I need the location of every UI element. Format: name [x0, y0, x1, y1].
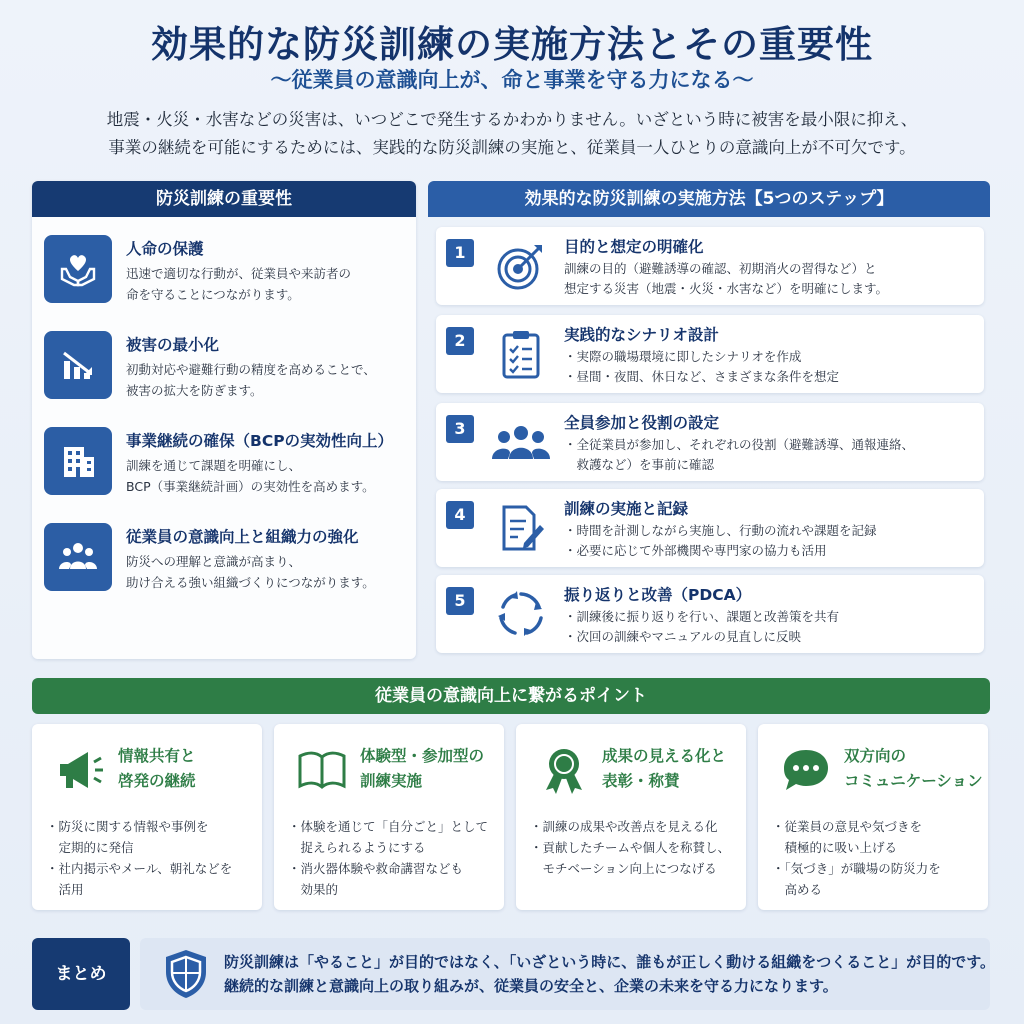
- chart-down-icon: [44, 331, 112, 399]
- summary-box: [140, 938, 996, 1010]
- step-title: 訓練の実施と記録: [564, 500, 689, 518]
- intro-line: 事業の継続を可能にするためには、実践的な防災訓練の実施と、従業員一人ひとりの意識向上が不可欠です。: [108, 138, 916, 157]
- intro-text: [40, 106, 984, 162]
- step-desc: [564, 435, 914, 475]
- cycle-icon: [490, 583, 552, 645]
- steps-heading: 効果的な防災訓練の実施方法【5つのステップ】: [428, 181, 990, 217]
- desc-line: ・体験を通じて「自分ごと」として: [288, 819, 489, 834]
- desc-line: ・次回の訓練やマニュアルの見直しに反映: [564, 629, 802, 644]
- desc-line: ・社内掲示やメール、朝礼などを: [46, 861, 233, 876]
- desc-line: 初動対応や避難行動の精度を高めることで、: [126, 362, 376, 377]
- step-card: [436, 227, 984, 305]
- desc-line: 訓練の目的（避難誘導の確認、初期消火の習得など）と: [564, 261, 877, 276]
- importance-title: 事業継続の確保（BCPの実効性向上）: [126, 432, 394, 450]
- desc-line: 訓練を通じて課題を明確にし、: [126, 458, 302, 473]
- title-line: 情報共有と: [118, 747, 196, 765]
- step-desc: [564, 259, 888, 299]
- desc-line: 想定する災害（地震・火災・水害など）を明確にします。: [564, 281, 889, 296]
- importance-desc: [126, 455, 375, 497]
- chat-icon: [778, 742, 834, 798]
- target-icon: [490, 235, 552, 297]
- points-heading: 従業員の意識向上に繋がるポイント: [32, 678, 990, 714]
- people-icon: [44, 523, 112, 591]
- point-title: [118, 744, 196, 794]
- desc-line: ・時間を計測しながら実施し、行動の流れや課題を記録: [564, 523, 877, 538]
- desc-line: ・昼間・夜間、休日など、さまざまな条件を想定: [564, 369, 840, 384]
- group-icon: [490, 411, 552, 473]
- desc-line: ・防災に関する情報や事例を: [46, 819, 209, 834]
- importance-title: 従業員の意識向上と組織力の強化: [126, 528, 359, 546]
- intro-line: 地震・火災・水害などの災害は、いつどこで発生するかわかりません。いざという時に被害を最小限に抑え、: [106, 110, 918, 129]
- desc-line: ・従業員の意見や気づきを: [772, 819, 923, 834]
- desc-line: ・貢献したチームや個人を称賛し、: [530, 840, 731, 855]
- title-line: 啓発の継続: [118, 772, 196, 790]
- building-icon: [44, 427, 112, 495]
- desc-line: ・「気づき」が職場の防災力を: [772, 861, 941, 876]
- desc-line: 活用: [46, 882, 84, 897]
- importance-item: [44, 235, 404, 315]
- desc-line: モチベーション向上につなげる: [530, 861, 717, 876]
- importance-desc: [126, 551, 375, 593]
- point-desc: [772, 816, 941, 900]
- page-title: 効果的な防災訓練の実施方法とその重要性: [151, 23, 873, 66]
- summary-label: まとめ: [32, 938, 130, 1010]
- title-line: 双方向の: [844, 747, 907, 765]
- heart-hands-icon: [44, 235, 112, 303]
- summary-line: 継続的な訓練と意識向上の取り組みが、従業員の安全と、企業の未来を守る力になります。: [224, 977, 838, 995]
- step-desc: [564, 607, 839, 647]
- title-line: 体験型・参加型の: [360, 747, 485, 765]
- steps-panel: [428, 181, 990, 659]
- desc-line: ・訓練後に振り返りを行い、課題と改善策を共有: [564, 609, 840, 624]
- desc-line: ・必要に応じて外部機関や専門家の協力も活用: [564, 543, 827, 558]
- importance-desc: [126, 263, 351, 305]
- desc-line: 効果的: [288, 882, 339, 897]
- point-desc: [530, 816, 730, 879]
- point-desc: [46, 816, 232, 900]
- book-icon: [294, 742, 350, 798]
- point-desc: [288, 816, 488, 900]
- step-title: 実践的なシナリオ設計: [564, 326, 719, 344]
- importance-item: [44, 331, 404, 411]
- point-title: [602, 744, 726, 794]
- desc-line: 定期的に発信: [46, 840, 134, 855]
- point-title: [360, 744, 484, 794]
- clipboard-icon: [490, 323, 552, 385]
- megaphone-icon: [52, 742, 108, 798]
- step-title: 全員参加と役割の設定: [564, 414, 720, 432]
- importance-item: [44, 427, 404, 507]
- title-line: 訓練実施: [360, 772, 423, 790]
- point-card: [516, 724, 746, 910]
- step-desc: [564, 521, 877, 561]
- step-number: 2: [446, 327, 474, 355]
- step-number: 5: [446, 587, 474, 615]
- step-card: [436, 315, 984, 393]
- step-title: 目的と想定の明確化: [564, 238, 704, 256]
- desc-line: ・消火器体験や救命講習なども: [288, 861, 464, 876]
- importance-heading: 防災訓練の重要性: [32, 181, 416, 217]
- importance-title: 人命の保護: [126, 240, 204, 258]
- title-line: コミュニケーション: [844, 772, 983, 790]
- step-number: 1: [446, 239, 474, 267]
- summary-text: [224, 950, 995, 998]
- step-card: [436, 403, 984, 481]
- desc-line: 捉えられるようにする: [288, 840, 426, 855]
- desc-line: BCP（事業継続計画）の実効性を高めます。: [126, 479, 375, 494]
- shield-icon: [158, 946, 214, 1002]
- step-number: 4: [446, 501, 474, 529]
- title-line: 成果の見える化と: [602, 747, 727, 765]
- importance-panel: [32, 181, 416, 659]
- desc-line: ・全従業員が参加し、それぞれの役割（避難誘導、通報連絡、: [564, 437, 915, 452]
- title-line: 表彰・称賛: [602, 772, 680, 790]
- step-title: 振り返りと改善（PDCA）: [564, 586, 752, 604]
- point-card: [274, 724, 504, 910]
- importance-desc: [126, 359, 376, 401]
- step-desc: [564, 347, 839, 387]
- desc-line: 助け合える強い組織づくりにつながります。: [126, 575, 375, 590]
- desc-line: 被害の拡大を防ぎます。: [126, 383, 263, 398]
- importance-item: [44, 523, 404, 603]
- desc-line: 積極的に吸い上げる: [772, 840, 898, 855]
- desc-line: 命を守ることにつながります。: [126, 287, 300, 302]
- desc-line: ・実際の職場環境に即したシナリオを作成: [564, 349, 802, 364]
- point-title: [844, 744, 983, 794]
- step-number: 3: [446, 415, 474, 443]
- importance-title: 被害の最小化: [126, 336, 220, 354]
- point-card: [758, 724, 988, 910]
- desc-line: 迅速で適切な行動が、従業員や来訪者の: [126, 266, 352, 281]
- desc-line: 救護など）を事前に確認: [564, 457, 715, 472]
- page-subtitle: 〜従業員の意識向上が、命と事業を守る力になる〜: [270, 68, 754, 92]
- desc-line: 防災への理解と意識が高まり、: [126, 554, 302, 569]
- step-card: [436, 489, 984, 567]
- document-pen-icon: [490, 497, 552, 559]
- desc-line: 高める: [772, 882, 823, 897]
- step-card: [436, 575, 984, 653]
- award-icon: [536, 742, 592, 798]
- desc-line: ・訓練の成果や改善点を見える化: [530, 819, 718, 834]
- summary-line: 防災訓練は「やること」が目的ではなく、「いざという時に、誰もが正しく動ける組織をつくること」が目的です。: [224, 953, 996, 971]
- point-card: [32, 724, 262, 910]
